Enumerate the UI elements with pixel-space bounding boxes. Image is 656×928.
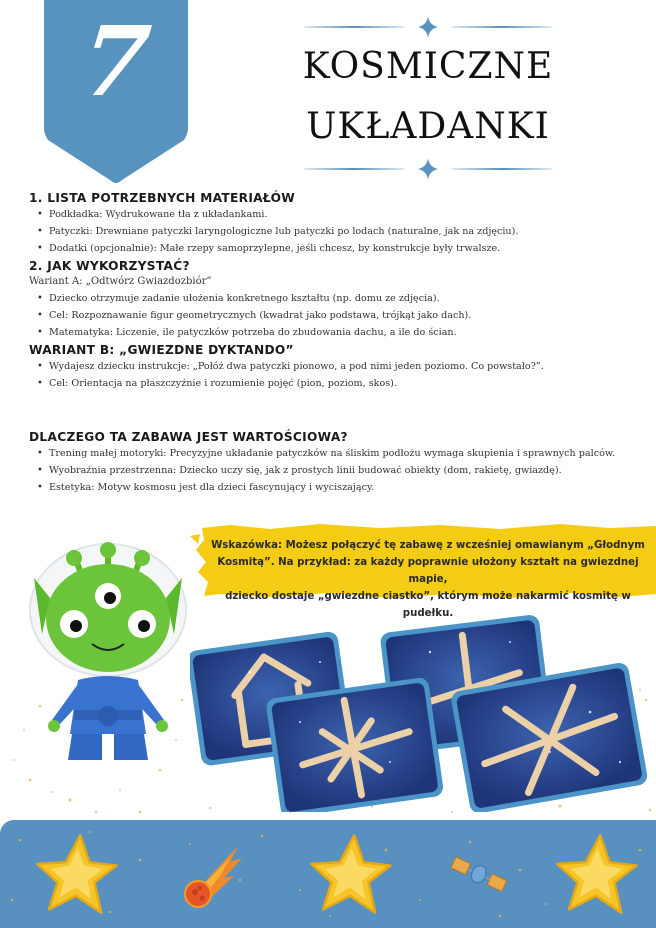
puzzle-cards-illustration — [190, 612, 656, 812]
section-heading-how-to-use: 2. JAK WYKORZYSTAĆ? — [29, 259, 190, 273]
satellite-icon — [448, 856, 508, 896]
comet-icon — [176, 842, 246, 912]
section-heading-variant-b: WARIANT B: „GWIEZDNE DYKTANDO” — [29, 343, 294, 357]
tip-text: Wskazówka: Możesz połączyć tę zabawę z wcześniej omawianym „Głodnym Kosmitą”. Na przykład: za każdy poprawnie ułożony kształt na gwiezdnej mapie, dziecko dostaje „gwiezdne ciastko”, którym może nakarmić kosmitę w pudełku. — [211, 540, 645, 619]
list-item: • Wyobraźnia przestrzenna: Dziecko uczy się, jak z prostych linii budować obiekty (dom, rakietę, gwiazdę). — [37, 462, 629, 479]
list-item: • Patyczki: Drewniane patyczki laryngologiczne lub patyczki po lodach (naturalne, jak na zdjęciu). — [37, 223, 629, 240]
list-item: • Wydajesz dziecku instrukcje: „Połóż dwa patyczki pionowo, a pod nimi jeden poziomo. Co powstało?”. — [37, 358, 629, 375]
section-heading-why-valuable: DLACZEGO TA ZABAWA JEST WARTOŚCIOWA? — [29, 430, 348, 444]
asterisk-shape-card — [265, 677, 444, 812]
star-icon — [34, 832, 118, 916]
chapter-number: 7 — [76, 5, 156, 118]
list-item: • Dodatki (opcjonalnie): Małe rzepy samoprzylepne, jeśli chcesz, by konstrukcje były trwalsze. — [37, 240, 629, 257]
star-icon — [308, 832, 392, 916]
list-item: • Estetyka: Motyw kosmosu jest dla dzieci fascynujący i wyciszający. — [37, 479, 629, 496]
page-title-line-1: KOSMICZNE — [302, 46, 554, 87]
list-item: • Cel: Orientacja na płaszczyźnie i rozumienie pojęć (pion, poziom, skos). — [37, 375, 629, 392]
footer-decoration-band — [0, 820, 656, 928]
list-item: • Trening małej motoryki: Precyzyjne układanie patyczków na śliskim podłożu wymaga skupienia i sprawnych palców. — [37, 445, 629, 462]
alien-icon — [28, 538, 188, 768]
list-item: • Cel: Rozpoznawanie figur geometrycznych (kwadrat jako podstawa, trójkąt jako dach). — [37, 307, 629, 324]
list-item: • Dziecko otrzymuje zadanie ułożenia konkretnego kształtu (np. domu ze zdjęcia). — [37, 290, 629, 307]
list-item: • Podkładka: Wydrukowane tła z układankami. — [37, 206, 629, 223]
page-title-line-2: UKŁADANKI — [306, 106, 550, 147]
list-item: • Matematyka: Liczenie, ile patyczków potrzeba do zbudowania dachu, a ile do ścian. — [37, 324, 629, 341]
star-icon — [554, 832, 638, 916]
variant-a-subtitle: Wariant A: „Odtwórz Gwiazdozbiór” — [29, 276, 212, 287]
tip-banner — [190, 522, 656, 619]
section-heading-materials: 1. LISTA POTRZEBNYCH MATERIAŁÓW — [29, 191, 295, 205]
